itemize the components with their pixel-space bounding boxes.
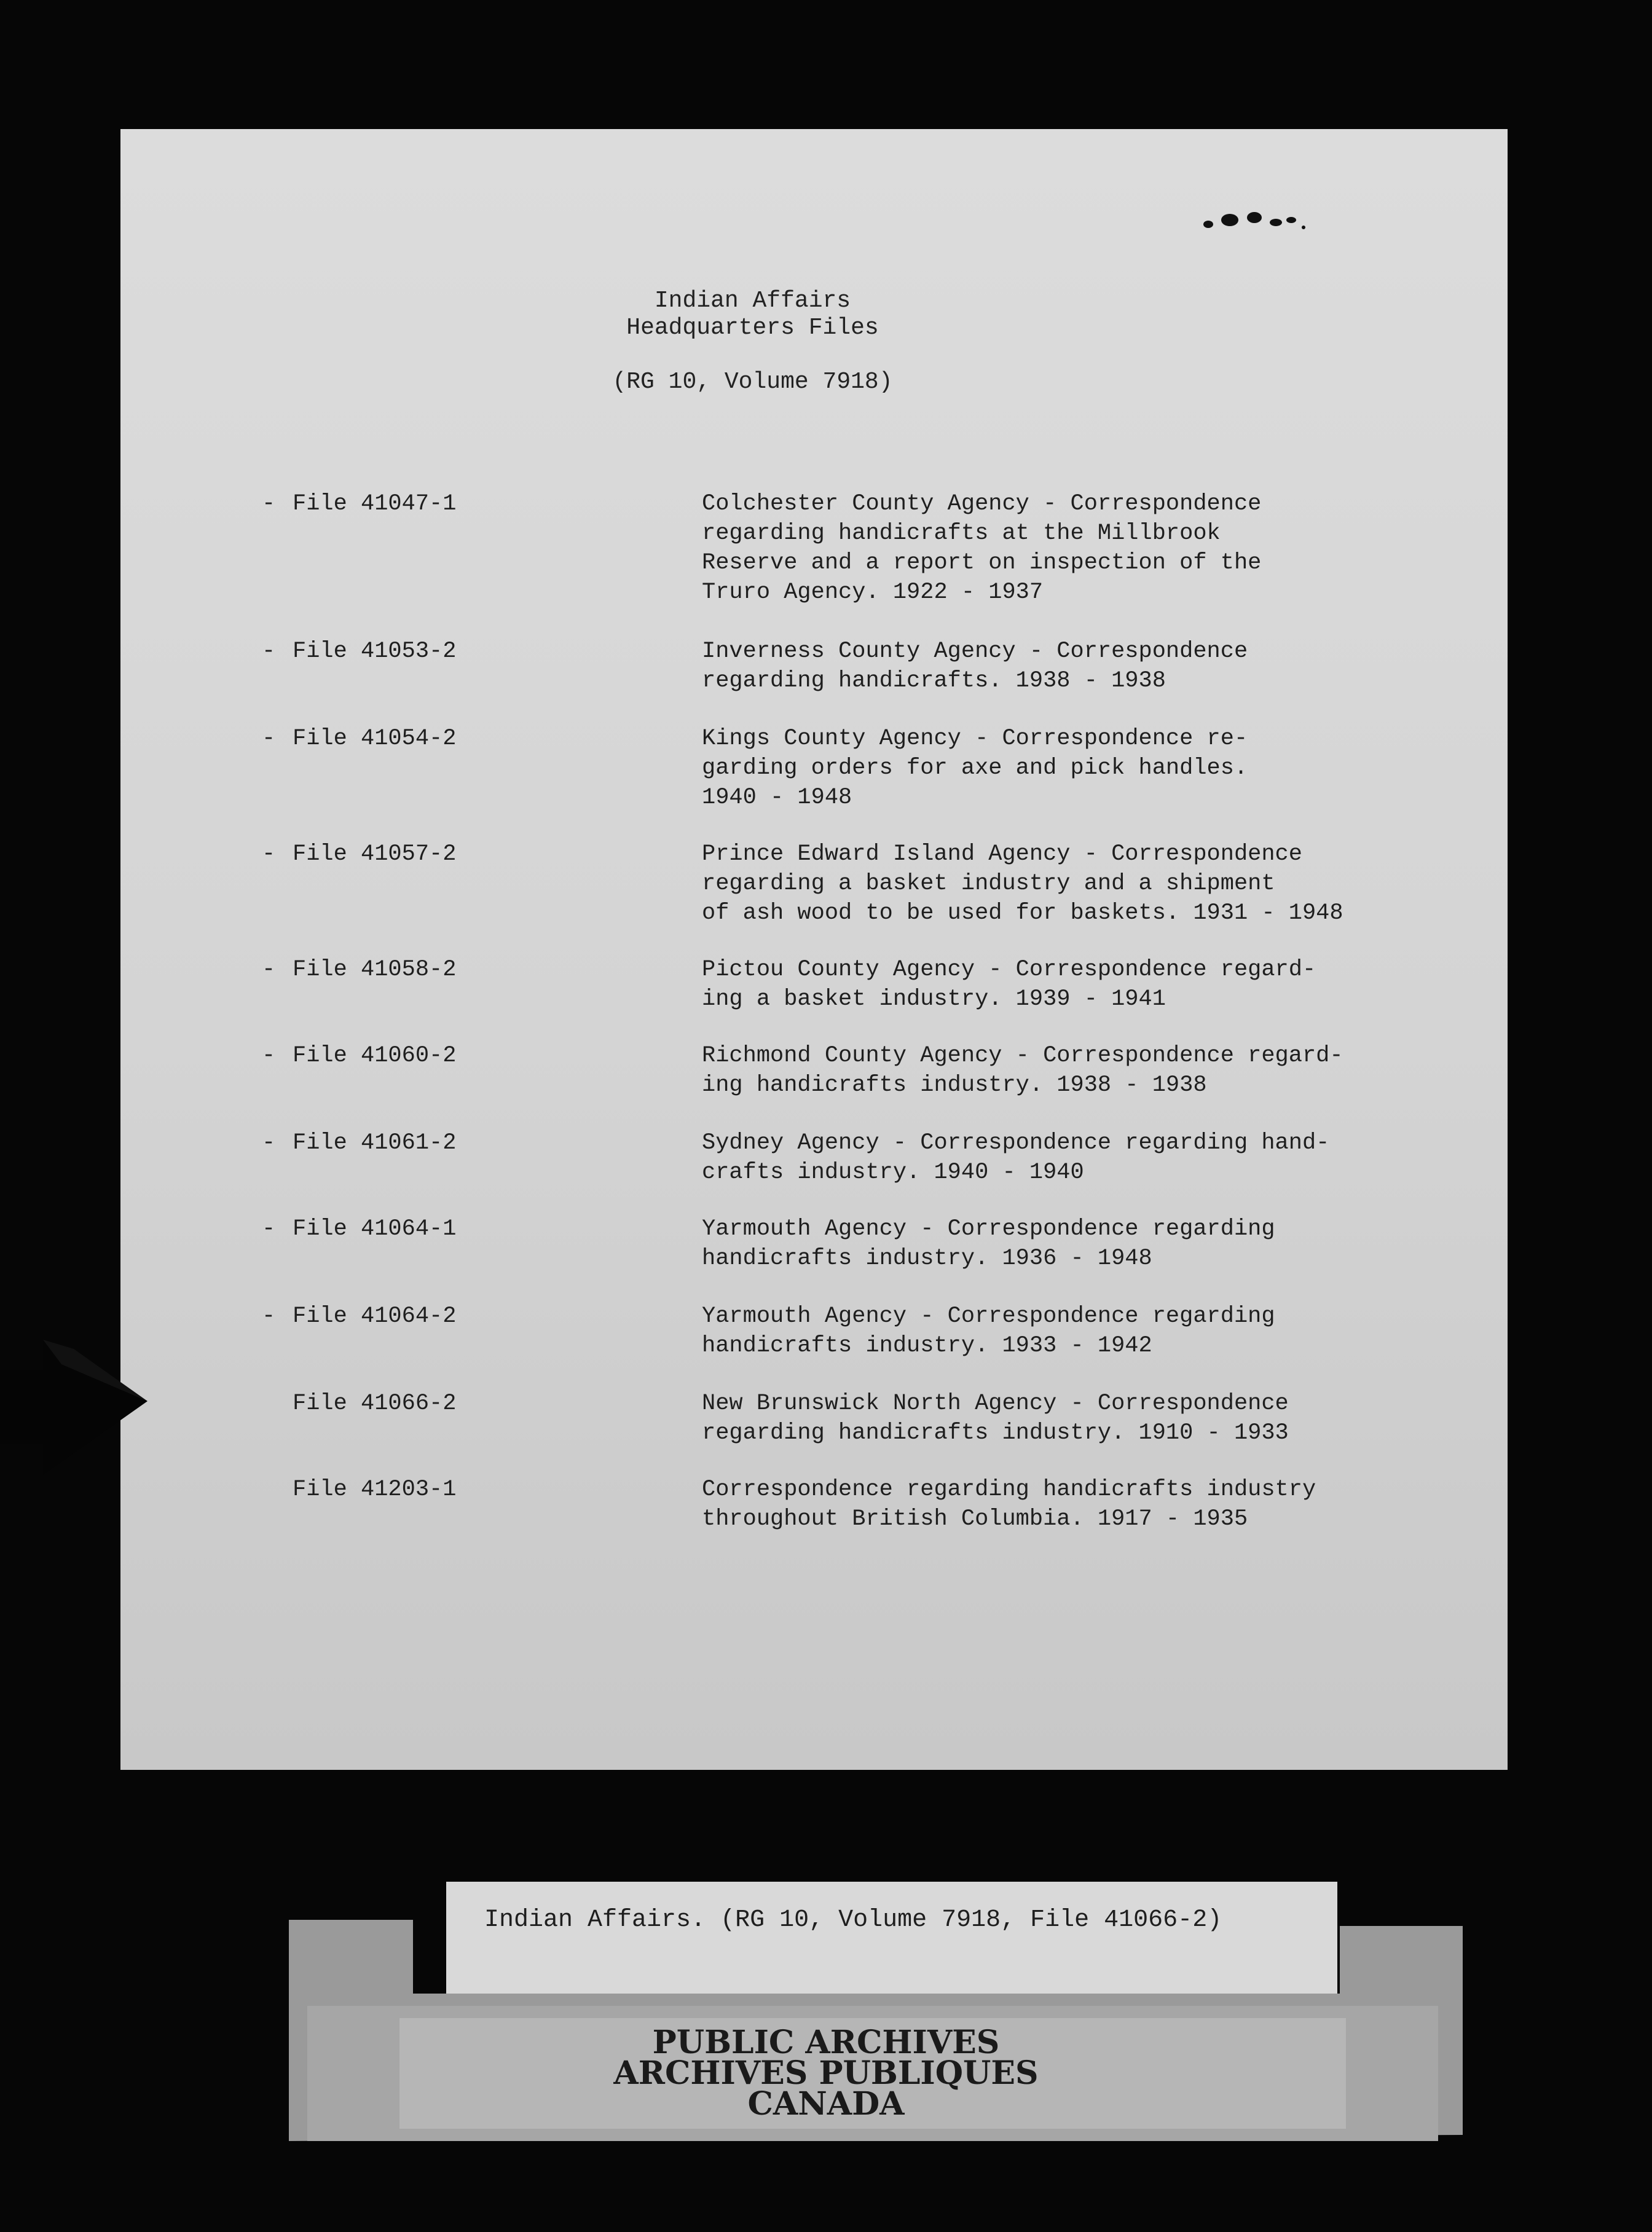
entry-dash: - xyxy=(262,1130,276,1156)
file-description: Inverness County Agency - Correspondence regarding handicrafts. 1938 - 1938 xyxy=(702,639,1248,694)
file-number: File 41053-2 xyxy=(293,639,457,664)
file-number: File 41057-2 xyxy=(293,841,457,867)
header-subtitle: Headquarters Files xyxy=(626,315,879,341)
entry-dash: - xyxy=(262,841,276,867)
stamp-line-english: PUBLIC ARCHIVES xyxy=(652,2024,1000,2061)
pointer-arrow-icon xyxy=(0,1340,148,1475)
file-description: Yarmouth Agency - Correspondence regarding handicrafts industry. 1936 - 1948 xyxy=(702,1216,1275,1271)
entry-dash: - xyxy=(262,1303,276,1329)
file-label-text: Indian Affairs. (RG 10, Volume 7918, File 41066-2) xyxy=(484,1906,1222,1934)
header-volume: (RG 10, Volume 7918) xyxy=(612,369,893,395)
file-description: Correspondence regarding handicrafts industry throughout British Columbia. 1917 - 1935 xyxy=(702,1477,1316,1532)
stamp-line-country: CANADA xyxy=(747,2085,905,2123)
file-number: File 41047-1 xyxy=(293,491,457,517)
file-description: Colchester County Agency - Correspondence regarding handicrafts at the Millbrook Reserve and a report on inspection of the Truro Agency. 1922 - 1937 xyxy=(702,491,1262,605)
file-description: Richmond County Agency - Correspondence regard- ing handicrafts industry. 1938 - 1938 xyxy=(702,1043,1343,1098)
file-number: File 41054-2 xyxy=(293,726,457,752)
entry-dash: - xyxy=(262,1216,276,1242)
file-number: File 41061-2 xyxy=(293,1130,457,1156)
ink-blot-mark xyxy=(1196,209,1319,234)
file-description: Sydney Agency - Correspondence regarding hand- crafts industry. 1940 - 1940 xyxy=(702,1130,1330,1185)
file-number: File 41064-1 xyxy=(293,1216,457,1242)
file-number: File 41066-2 xyxy=(293,1391,457,1417)
file-description: Kings County Agency - Correspondence re- garding orders for axe and pick handles. 1940 - 1948 xyxy=(702,726,1248,811)
file-description: Prince Edward Island Agency - Correspondence regarding a basket industry and a shipment of ash wood to be used for baskets. 1931 - 1948 xyxy=(702,841,1343,926)
file-number: File 41064-2 xyxy=(293,1303,457,1329)
file-number: File 41060-2 xyxy=(293,1043,457,1069)
stamp-line-french: ARCHIVES PUBLIQUES xyxy=(613,2054,1039,2092)
document-sheet xyxy=(120,129,1508,1770)
file-number: File 41203-1 xyxy=(293,1477,457,1503)
entry-dash: - xyxy=(262,957,276,983)
entry-dash: - xyxy=(262,1043,276,1069)
entry-dash: - xyxy=(262,491,276,517)
file-description: Yarmouth Agency - Correspondence regarding handicrafts industry. 1933 - 1942 xyxy=(702,1303,1275,1359)
header-title: Indian Affairs xyxy=(654,288,851,314)
entry-dash: - xyxy=(262,639,276,664)
entry-dash: - xyxy=(262,726,276,752)
file-description: New Brunswick North Agency - Correspondence regarding handicrafts industry. 1910 - 1933 xyxy=(702,1391,1289,1446)
file-description: Pictou County Agency - Correspondence regard- ing a basket industry. 1939 - 1941 xyxy=(702,957,1316,1012)
file-number: File 41058-2 xyxy=(293,957,457,983)
